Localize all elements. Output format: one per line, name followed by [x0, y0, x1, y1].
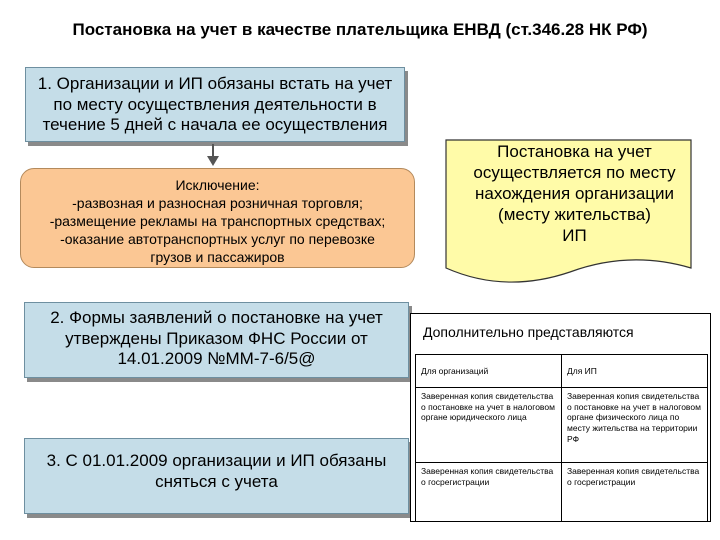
page-title: Постановка на учет в качестве плательщика ЕНВД (ст.346.28 НК РФ) [72, 20, 648, 39]
step-1-line: течение 5 дней с начала ее осуществления [42, 115, 388, 135]
step-2-box [24, 302, 409, 378]
note-line: ИП [562, 225, 587, 245]
table-header-cell: Для ИП [562, 355, 708, 388]
table-cell: Заверенная копия свидетельства о госрегистрации [416, 463, 562, 522]
note-line: Постановка на учет [497, 142, 652, 161]
exception-line: грузов и пассажиров [150, 248, 285, 265]
table-cell: Заверенная копия свидетельства о госрегистрации [562, 463, 708, 522]
step-2-line: 14.01.2009 №ММ-7-6/5@ [117, 349, 316, 369]
table-row [416, 463, 708, 522]
registration-note [462, 142, 687, 247]
step-2-line: утверждены Приказом ФНС России от [65, 328, 368, 348]
down-arrow-icon [207, 156, 219, 166]
step-1-line: по месту осуществления деятельности в [53, 94, 377, 114]
note-line: нахождения организации [474, 183, 675, 203]
step-1-line: 1. Организации и ИП обязаны встать на учет [37, 74, 393, 93]
table-header-row [416, 355, 708, 388]
extra-documents-title: Дополнительно представляются [423, 324, 634, 340]
step-3-box [24, 438, 409, 514]
step-2-line: 2. Формы заявлений о постановке на учет [50, 308, 383, 327]
extra-documents-table [415, 354, 708, 522]
note-line: (месту жительства) [498, 204, 651, 224]
table-cell: Заверенная копия свидетельства о постановке на учет в налоговом органе юридического лица [416, 388, 562, 463]
note-line: осуществляется по месту [473, 162, 676, 182]
table-row [416, 388, 708, 463]
exception-line: Исключение: [175, 177, 260, 193]
exception-line: -размещение рекламы на транспортных средствах; [49, 212, 386, 229]
exception-line: -оказание автотранспортных услуг по перевозке [60, 230, 375, 247]
table-header-cell: Для организаций [416, 355, 562, 388]
step-3-line: 3. С 01.01.2009 организации и ИП обязаны [46, 451, 387, 470]
exception-box [20, 168, 415, 268]
extra-documents-panel [410, 313, 711, 522]
table-cell: Заверенная копия свидетельства о постановке на учет в налоговом органе физического лица по месту жительства на территории РФ [562, 388, 708, 463]
step-3-line: сняться с учета [155, 471, 278, 491]
exception-line: -развозная и разносная розничная торговля; [72, 194, 363, 211]
